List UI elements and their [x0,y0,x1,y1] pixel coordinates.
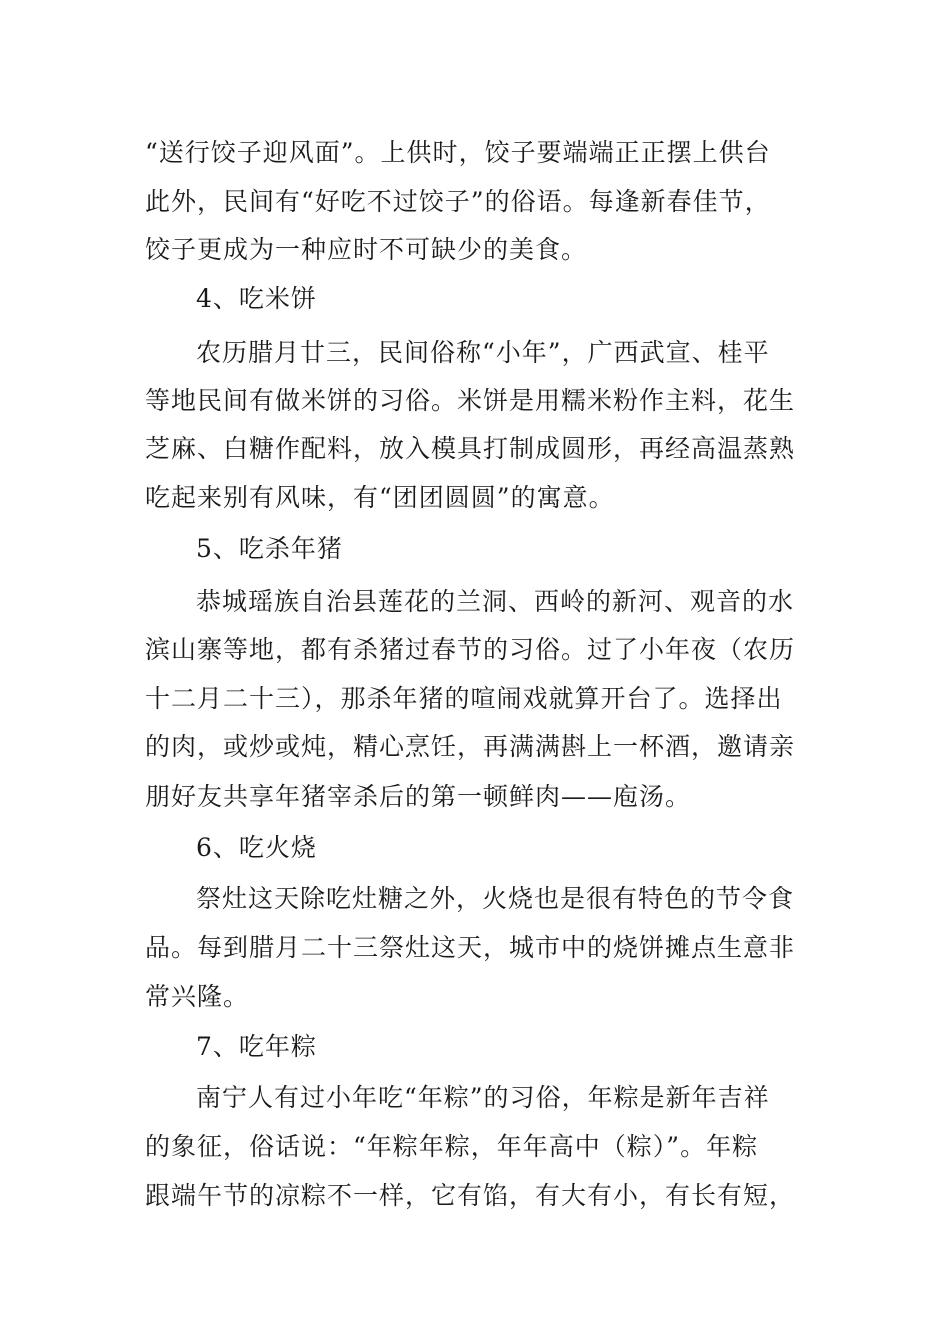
text-line: 饺子更成为一种应时不可缺少的美食。 [145,235,588,264]
text-line: 南宁人有过小年吃“年粽”的习俗，年粽是新年吉祥 [196,1083,770,1112]
text-line: 朋好友共享年猪宰杀后的第一顿鲜肉——庖汤。 [145,782,692,811]
text-line: 农历腊月廿三，民间俗称“小年”，广西武宣、桂平 [196,338,770,367]
text-line: 的象征，俗话说：“年粽年粽，年年高中（粽）”。年粽 [145,1132,759,1161]
text-line: 恭城瑶族自治县莲花的兰洞、西岭的新河、观音的水 [196,587,795,616]
text-line: 祭灶这天除吃灶糖之外，火烧也是很有特色的节令食 [196,884,795,913]
section-heading: 5、吃杀年猪 [196,534,343,563]
section-heading: 6、吃火烧 [196,833,317,862]
text-line: 品。每到腊月二十三祭灶这天，城市中的烧饼摊点生意非 [145,933,796,962]
section-heading: 7、吃年粽 [196,1032,317,1061]
text-line: 吃起来别有风味，有“团团圆圆”的寓意。 [145,483,615,512]
text-line: 十二月二十三），那杀年猪的喧闹戏就算开台了。选择出 [145,684,783,713]
text-line: 的肉，或炒或炖，精心烹饪，再满满斟上一杯酒，邀请亲 [145,732,796,761]
text-line: 芝麻、白糖作配料，放入模具打制成圆形，再经高温蒸熟 [145,434,796,463]
text-line: “送行饺子迎风面”。上供时，饺子要端端正正摆上供台 [145,138,771,167]
section-heading: 4、吃米饼 [196,284,317,313]
text-line: 此外，民间有“好吃不过饺子”的俗语。每逢新春佳节， [145,187,771,216]
text-line: 滨山寨等地，都有杀猪过春节的习俗。过了小年夜（农历 [145,635,796,664]
text-line: 等地民间有做米饼的习俗。米饼是用糯米粉作主料，花生 [145,386,796,415]
text-line: 跟端午节的凉粽不一样，它有馅，有大有小，有长有短， [145,1181,796,1210]
text-line: 常兴隆。 [145,982,250,1011]
